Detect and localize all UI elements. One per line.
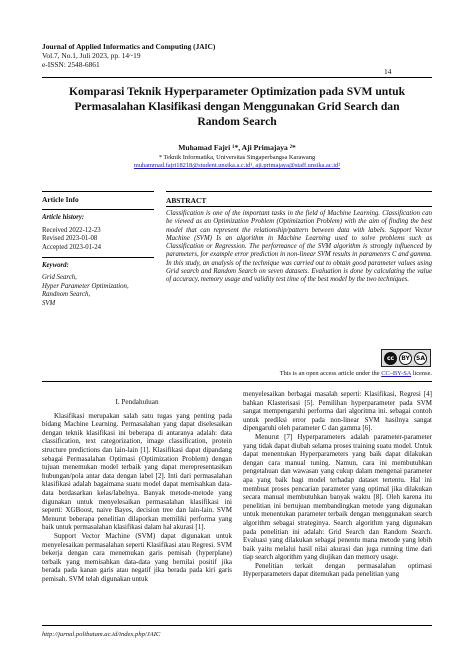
title-line-2: Permasalahan Klasifikasi dengan Menggunakan Grid Search dan xyxy=(74,100,400,113)
abstract-text: Classification is one of the important tasks in the field of Machine Learning. Classification can be viewed as an Optimization Problem (Optimization Problem) with the aim of finding the best model that can represent the relationship/pattern between data with labels. Support Vector Machine (SVM) Is an algorithm in Machine Learning used to solve problems such as Classification or Regression. The performance of the SVM algorithm is strongly influenced by parameters, for example error prediction in non-linear SVM results in parameters C and gamma. In this study, an analysis of the technique was carried out to obtain good parameter values using Grid search and Random Search on seven datasets. Evaluation is done by calculating the value of accuracy, memory usage and validity test time of the best model by the two techniques. xyxy=(166,210,432,284)
header-divider xyxy=(42,77,432,78)
abstract-heading: ABSTRACT xyxy=(166,196,207,205)
email-links[interactable]: muhammad.fajri18218@student.unsika.a.c.id¹, aji.primajaya@staff.unsika.ac.id² xyxy=(133,162,341,169)
license-link[interactable]: CC–BY-SA xyxy=(381,370,412,377)
journal-header xyxy=(42,42,215,69)
article-info-rule xyxy=(42,209,154,210)
affiliation: * Teknik Informatika, Universitas Singaperbangsa Karawang xyxy=(158,154,316,161)
authors: Muhamad Fajri ¹*, Aji Primajaya ²* xyxy=(178,143,296,152)
right-column xyxy=(243,390,432,579)
history-heading: Article history: xyxy=(42,214,85,222)
right-paragraph-1: menyelesaikan berbagai masalah seperti: Klasifikasi, Regresi [4] bahkan Klasterisasi [5]. Pemilihan hyperparameter pada SVM sangat mempengaruhi performa dari algoritma ini. sebagai contoh untuk prediksi error pada non-linear SVM hasilnya sangat dipengaruhi oleh parameter C dan gamma [6]. xyxy=(243,390,432,433)
keyword-1: Grid Search, xyxy=(42,274,77,282)
article-info-top-rule xyxy=(42,191,154,192)
footer-divider xyxy=(42,625,432,626)
left-paragraph-2: Support Vector Machine (SVM) dapat digunakan untuk menyelesaikan permasalahan seperti Klasifikasi atau Regresi. SVM bekerja dengan cara menemukan garis pemisah (hyperplane) terbaik yang memisahkan data-data yang bernilai positif jika berada pada kanan garis atau negatif jika berada pada kiri garis pemisah. SVM telah digunakan untuk xyxy=(42,531,232,583)
article-info-heading: Article Info xyxy=(42,195,79,204)
left-paragraph-1: Klasifikasi merupakan salah satu tugas yang penting pada bidang Machine Learning. Permasalahan yang dapat diselesaikan dengan teknik klasifikasi ini beberapa di antaranya adalah: data classification, text categorization, image classification, protein structure predictions dan lain-lain [1]. Klasifikasi dapat dipandang sebagai Permasalahan Optimasi (Optimization Problem) dengan tujuan menemukan model terbaik yang dapat merepresentasikan hubungan/pola antar data dengan label [2]. Inti dari permasalahan klasifikasi adalah bagaimana suatu model dapat memisahkan data-data berdasarkan kelas/labelnya. Banyak metode-metode yang digunakan untuk menyelesaikan permasalahan klasifikasi ini seperti: XGBoost, naive Bayes, decision tree dan lain-lain. SVM Menurut beberapa penelitian dilaporkan memiliki performa yang baik untuk permasalahan klasifikasi dalam hal akurasi [1]. xyxy=(42,411,232,532)
paper-title xyxy=(42,84,432,129)
keyword-2: Hyper Parameter Optimization, xyxy=(42,282,129,290)
license-line xyxy=(262,370,432,377)
accepted-date: Accepted 2023-01-24 xyxy=(42,243,102,251)
keywords-heading: Keyword: xyxy=(42,262,69,270)
right-paragraph-2: Menurut [7] Hyperparameters adalah parameter-parameter yang tidak dapat diubah selama proses training suatu model. Untuk dapat menentukan Hyperparameters yang baik dapat dilakukan dengan cara manual tuning. Namun, cara ini membutuhkan pengetahuan dan wawasan yang cukup dalam mengenai parameter apa yang baik bagi model terhadap dataset tertentu. Hal ini membuat proses pencarian parameter yang optimal jika dilakukan secara manual membutuhkan banyak waktu [8]. Oleh karena itu penelitian ini bertujuan membandingkan metode yang digunakan untuk menentukan parameter terbaik dengan menggunakan search algorithm sebagai strateginya. Search algorithm yang digunakan pada penelitian ini adalah: Grid Search dan Random Search. Evaluasi yang dilakukan sebagai penentu mana metode yang lebih baik yaitu melalui hasil nilai akurasi dan juga running time dari tiap search algorithm yang diujikan dan memory usage. xyxy=(243,432,432,562)
article-info xyxy=(42,196,154,308)
license-suffix: license. xyxy=(412,370,432,377)
abstract-rule xyxy=(166,206,432,207)
by-icon: BY xyxy=(399,352,412,365)
cc-icon: cc xyxy=(384,352,397,365)
section-heading: I. Pendahuluan xyxy=(115,398,159,406)
footer-url[interactable]: http://jurnal.polibatam.ac.id/index.php/JAIC xyxy=(42,631,161,638)
affiliation-block xyxy=(42,154,432,170)
page-number: 14 xyxy=(384,67,392,76)
abstract-top-rule xyxy=(166,191,432,192)
right-paragraph-3: Penelitian terkait dengan permasalahan optimasi Hyperparameters dapat ditemukan pada penelitian yang xyxy=(243,561,432,579)
journal-issn: e-ISSN: 2548-6861 xyxy=(42,60,100,69)
left-column xyxy=(42,398,232,583)
journal-name: Journal of Applied Informatics and Computing (JAIC) xyxy=(42,42,216,51)
license-prefix: This is an open access article under the xyxy=(279,370,380,377)
title-line-3: Random Search xyxy=(197,115,277,128)
keyword-4: SVM xyxy=(42,299,56,307)
keyword-3: Randnom Search, xyxy=(42,291,91,299)
received-date: Received 2022-12-23 xyxy=(42,226,101,234)
sa-icon: SA xyxy=(414,352,427,365)
title-line-1: Komparasi Teknik Hyperparameter Optimization pada SVM untuk xyxy=(68,85,406,98)
revised-date: Revised 2023-01-08 xyxy=(42,235,98,243)
keyword-rule xyxy=(42,257,154,258)
body-divider xyxy=(42,381,432,382)
journal-volume: Vol.7, No.1, Juli 2023, pp. 14~19 xyxy=(42,51,141,60)
cc-license-badge[interactable] xyxy=(381,349,431,367)
